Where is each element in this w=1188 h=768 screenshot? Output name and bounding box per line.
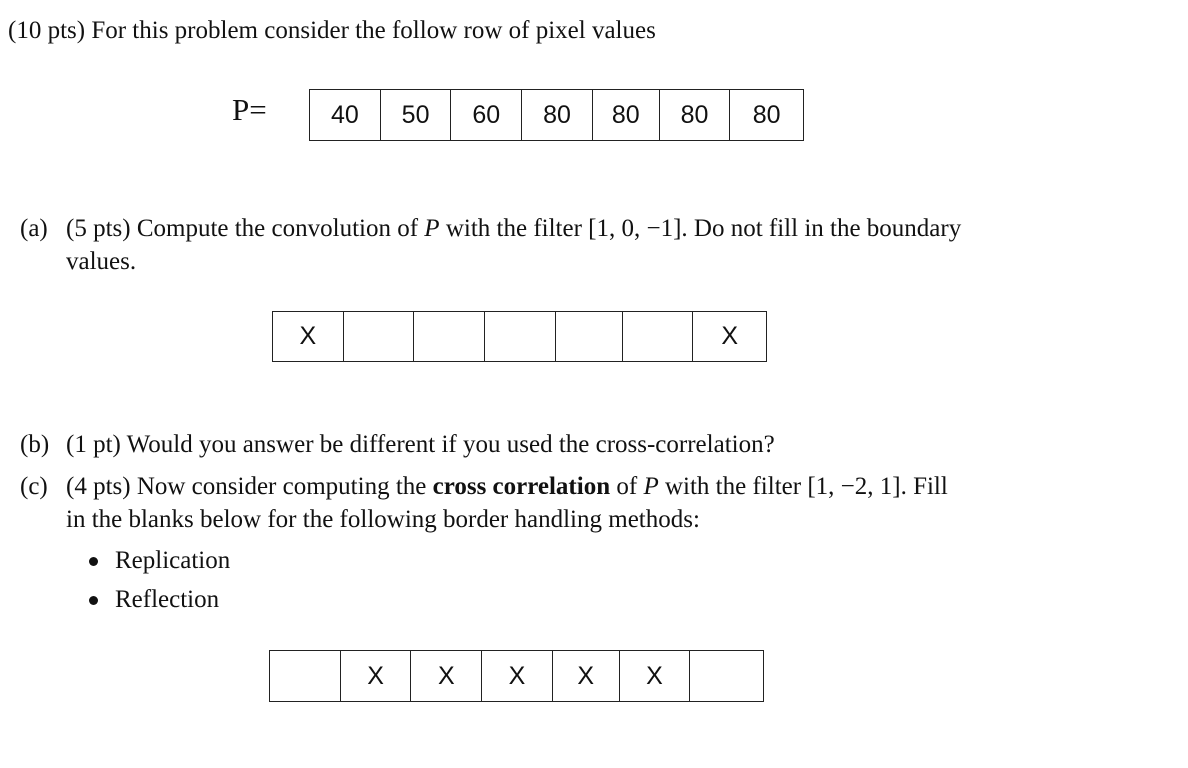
part-c-points: (4 pts): [66, 473, 131, 500]
part-c-text: Now consider computing the: [136, 473, 427, 500]
part-b-points: (1 pt): [66, 431, 121, 458]
bullet-reflection: Reflection: [115, 586, 220, 613]
answer-cell[interactable]: [414, 312, 485, 361]
part-a-filter: [1, 0, −1]: [588, 215, 682, 242]
part-c-answer-row: [269, 650, 764, 702]
problem-statement: For this problem consider the follow row of pixel values: [91, 17, 656, 44]
pixel-cell: 50: [381, 90, 452, 140]
part-a-line1: [66, 213, 961, 245]
part-c-text-of: of: [616, 473, 638, 500]
part-a-var: P: [424, 215, 440, 242]
pixel-cell: 80: [660, 90, 731, 140]
pixel-row-equals: =: [249, 92, 267, 127]
part-b-text: Would you answer be different if you used the cross-correlation?: [126, 431, 775, 458]
answer-cell[interactable]: [485, 312, 556, 361]
problem-header: [8, 15, 656, 47]
part-c-text-mid: with the filter: [664, 473, 802, 500]
bullet-replication: Replication: [115, 547, 231, 574]
pixel-cell: 80: [752, 100, 781, 129]
answer-cell[interactable]: X: [482, 651, 553, 701]
part-b-marker: (b): [20, 431, 50, 458]
pixel-row-var: P: [232, 92, 250, 127]
pixel-cell: 40: [310, 90, 381, 140]
answer-cell[interactable]: [623, 312, 694, 361]
part-a-text-mid: with the filter: [445, 215, 582, 242]
answer-cell[interactable]: X: [553, 651, 620, 701]
part-c-marker: (c): [20, 473, 48, 500]
pixel-cell: 80: [593, 90, 660, 140]
answer-cell[interactable]: X: [411, 651, 482, 701]
pixel-row-label: [232, 90, 267, 130]
part-a-points: (5 pts): [66, 215, 131, 242]
answer-cell[interactable]: [690, 651, 763, 701]
part-c-line2: in the blanks below for the following border handling methods:: [66, 506, 700, 533]
answer-cell[interactable]: X: [620, 651, 691, 701]
bullet-dot: [89, 557, 98, 566]
answer-cell[interactable]: X: [273, 312, 344, 361]
answer-cell[interactable]: X: [341, 651, 412, 701]
part-c-line1: [66, 471, 948, 503]
answer-cell[interactable]: X: [721, 322, 739, 350]
part-a-line2: values.: [66, 248, 137, 275]
problem-points: (10 pts): [8, 17, 86, 44]
part-c-text-after: . Fill: [900, 473, 948, 500]
part-a-marker: (a): [20, 215, 48, 242]
answer-cell[interactable]: [344, 312, 415, 361]
pixel-row-table: [309, 89, 804, 141]
part-c-var: P: [643, 473, 659, 500]
pixel-cell: 80: [522, 90, 593, 140]
part-b-line: [66, 429, 775, 461]
part-c-bold: cross correlation: [432, 473, 611, 500]
bullet-dot: [89, 596, 98, 605]
part-c-filter: [1, −2, 1]: [807, 473, 901, 500]
answer-cell[interactable]: [270, 651, 341, 701]
pixel-cell: 60: [451, 90, 522, 140]
part-a-answer-row: [272, 311, 767, 362]
answer-cell[interactable]: [556, 312, 623, 361]
part-a-text: Compute the convolution of: [136, 215, 419, 242]
part-a-text-after: . Do not fill in the boundary: [681, 215, 962, 242]
